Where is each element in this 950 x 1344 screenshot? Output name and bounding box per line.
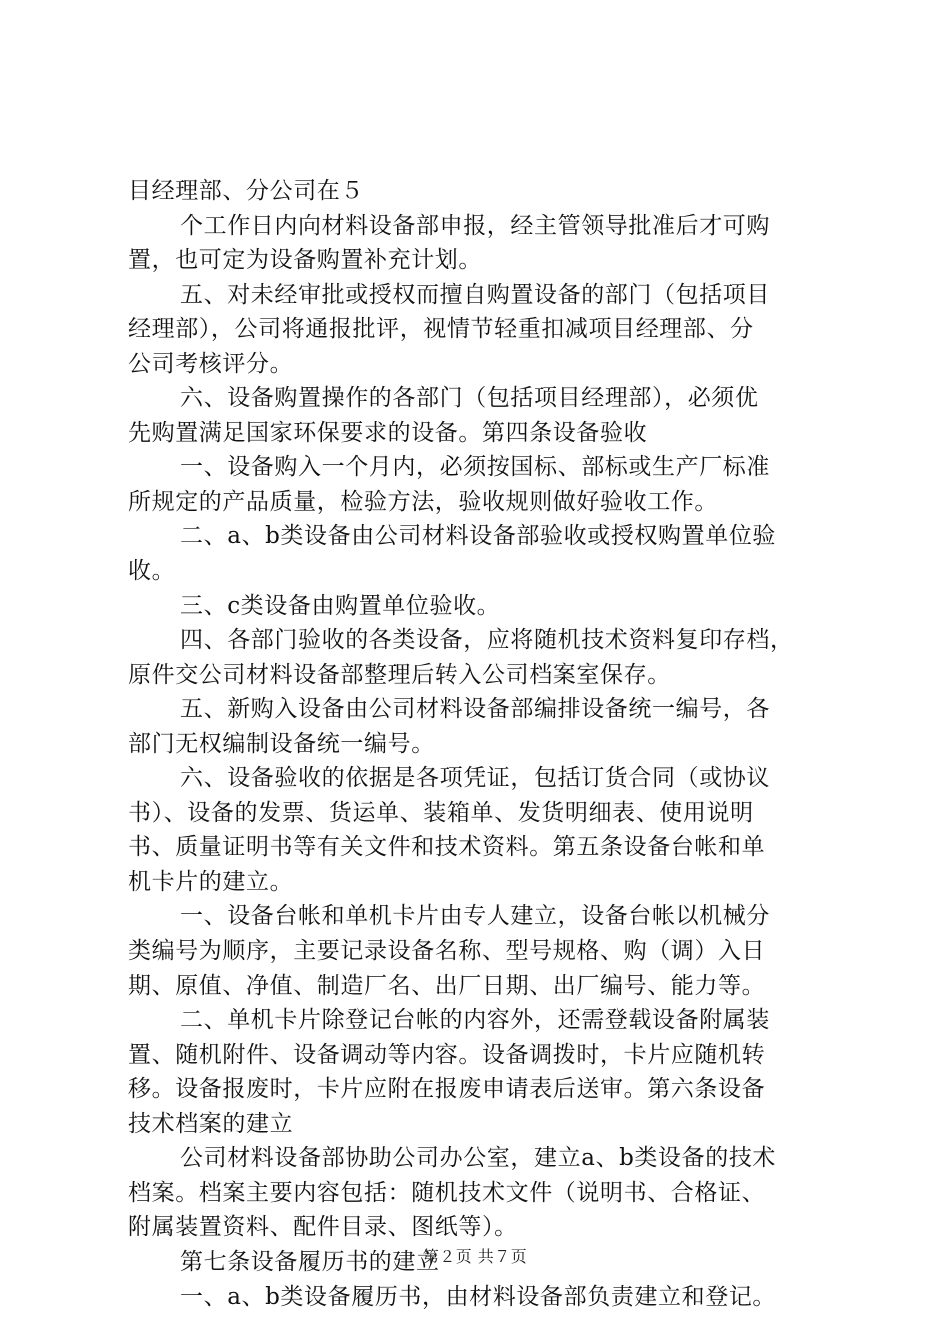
text-line: 六、设备购置操作的各部门（包括项目经理部），必须优 (180, 385, 759, 412)
text-line: 移。设备报废时，卡片应附在报废申请表后送审。第六条设备 (128, 1076, 766, 1103)
document-body (128, 174, 838, 1314)
text-line: 收。 (128, 558, 176, 585)
text-line: 第七条设备履历书的建立 (180, 1248, 440, 1275)
text-line: 四、各部门验收的各类设备，应将随机技术资料复印存档， (180, 627, 794, 654)
text-line: 一、设备购入一个月内，必须按国标、部标或生产厂标准 (180, 454, 770, 481)
text-line: 期、原值、净值、制造厂名、出厂日期、出厂编号、能力等。 (128, 972, 766, 999)
text-line: 六、设备验收的依据是各项凭证，包括订货合同（或协议 (180, 765, 770, 792)
text-line: 附属装置资料、配件目录、图纸等）。 (128, 1214, 518, 1241)
text-line: 五、对未经审批或授权而擅自购置设备的部门（包括项目 (180, 281, 770, 308)
text-line: 先购置满足国家环保要求的设备。第四条设备验收 (128, 419, 648, 446)
text-line: 书）、设备的发票、货运单、装箱单、发货明细表、使用说明 (128, 799, 754, 826)
text-line: 类编号为顺序，主要记录设备名称、型号规格、购（调）入日 (128, 938, 766, 965)
text-line: 原件交公司材料设备部整理后转入公司档案室保存。 (128, 661, 671, 688)
text-line: 一、a、b类设备履历书，由材料设备部负责建立和登记。 (180, 1283, 777, 1310)
text-line: 一、设备台帐和单机卡片由专人建立，设备台帐以机械分 (180, 903, 770, 930)
text-line: 公司考核评分。 (128, 350, 294, 377)
text-line: 二、a、b类设备由公司材料设备部验收或授权购置单位验 (180, 523, 777, 550)
text-line: 书、质量证明书等有关文件和技术资料。第五条设备台帐和单 (128, 834, 766, 861)
text-line: 所规定的产品质量，检验方法，验收规则做好验收工作。 (128, 488, 718, 515)
text-line: 部门无权编制设备统一编号。 (128, 730, 435, 757)
text-line: 置、随机附件、设备调动等内容。设备调拨时，卡片应随机转 (128, 1041, 766, 1068)
text-line: 置，也可定为设备购置补充计划。 (128, 247, 482, 274)
text-line: 公司材料设备部协助公司办公室，建立a、b类设备的技术 (180, 1145, 777, 1172)
text-line: 机卡片的建立。 (128, 868, 294, 895)
text-line: 档案。档案主要内容包括：随机技术文件（说明书、合格证、 (128, 1179, 766, 1206)
page-footer: 第２页 共７页 (422, 1247, 528, 1266)
text-line: 个工作日内向材料设备部申报，经主管领导批准后才可购 (180, 212, 770, 239)
text-line: 经理部），公司将通报批评，视情节轻重扣减项目经理部、分 (128, 316, 754, 343)
text-line: 五、新购入设备由公司材料设备部编排设备统一编号，各 (180, 696, 770, 723)
text-line: 技术档案的建立 (128, 1110, 294, 1137)
text-line: 二、单机卡片除登记台帐的内容外，还需登载设备附属装 (180, 1007, 770, 1034)
text-line: 目经理部、分公司在５ (128, 178, 364, 204)
text-line: 三、c类设备由购置单位验收。 (180, 592, 501, 619)
